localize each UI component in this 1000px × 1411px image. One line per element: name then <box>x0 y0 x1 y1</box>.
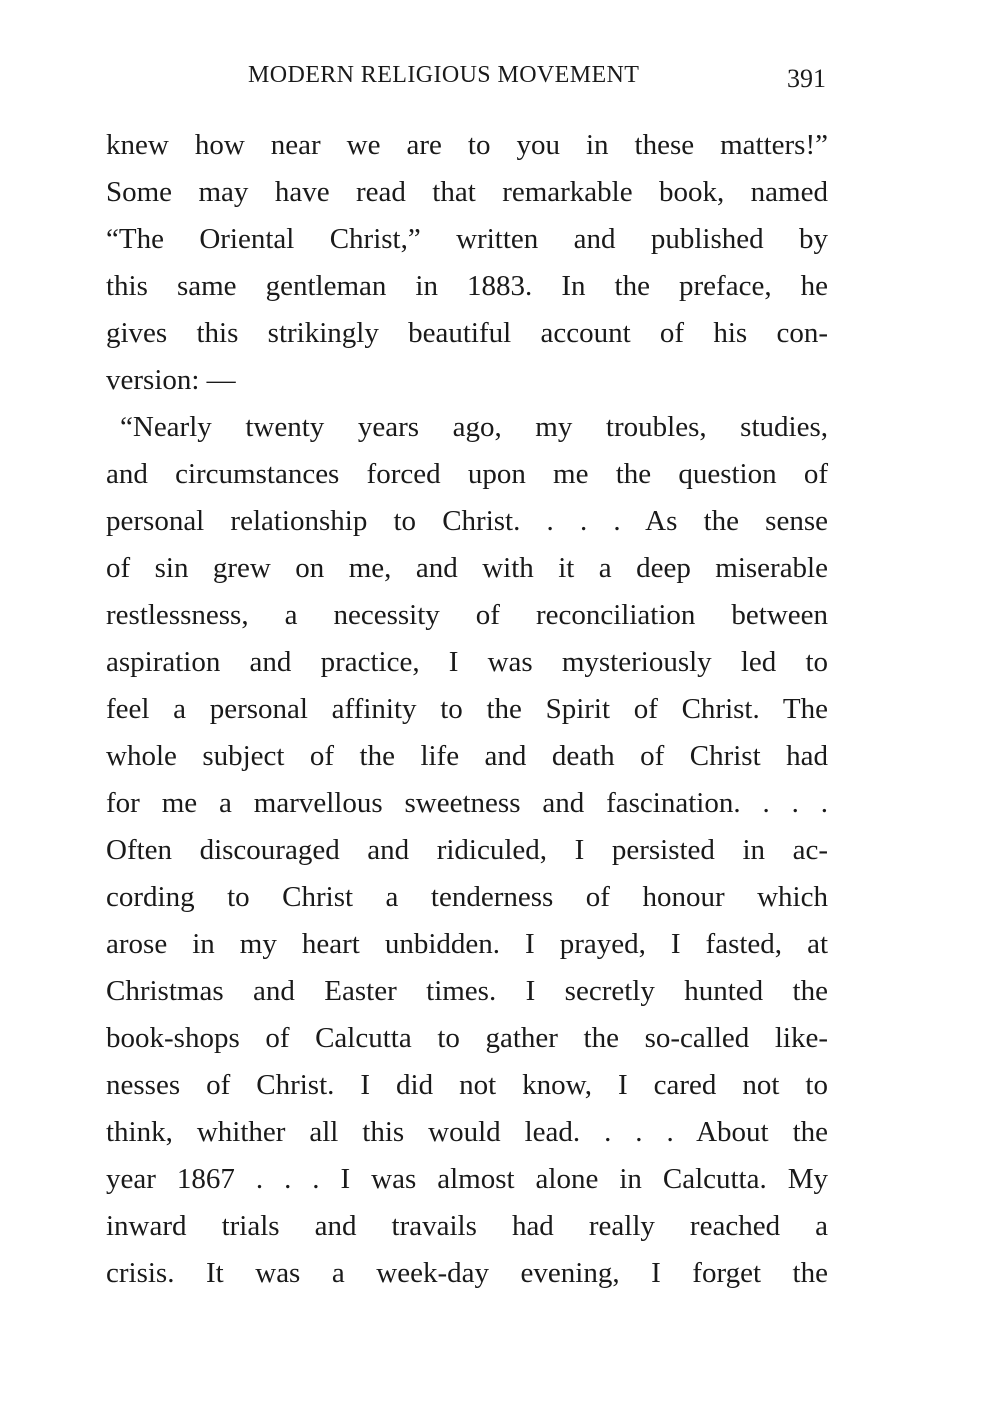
body-text <box>106 122 828 1297</box>
text-line: cording to Christ a tenderness of honour which <box>106 881 828 913</box>
running-title: MODERN RELIGIOUS MOVEMENT <box>248 62 640 88</box>
text-line: knew how near we are to you in these matters!” <box>106 129 828 161</box>
text-line: nesses of Christ. I did not know, I cared not to <box>106 1069 828 1101</box>
text-line: “Nearly twenty years ago, my troubles, studies, <box>120 411 828 443</box>
running-head <box>0 62 1000 98</box>
text-line: inward trials and travails had really reached a <box>106 1210 828 1242</box>
page-number: 391 <box>787 64 826 93</box>
text-line: this same gentleman in 1883. In the preface, he <box>106 270 828 302</box>
text-line: version: — <box>106 364 236 396</box>
text-line: Some may have read that remarkable book, named <box>106 176 828 208</box>
text-line: “The Oriental Christ,” written and published by <box>106 223 828 255</box>
text-line: aspiration and practice, I was mysteriously led to <box>106 646 828 678</box>
text-line: and circumstances forced upon me the question of <box>106 458 828 490</box>
text-line: whole subject of the life and death of Christ had <box>106 740 828 772</box>
text-line: think, whither all this would lead. . . . About the <box>106 1116 828 1148</box>
text-line: for me a marvellous sweetness and fascination. . . . <box>106 787 828 819</box>
text-line: arose in my heart unbidden. I prayed, I fasted, at <box>106 928 828 960</box>
text-line: of sin grew on me, and with it a deep miserable <box>106 552 828 584</box>
text-line: gives this strikingly beautiful account of his con- <box>106 317 828 349</box>
text-line: feel a personal affinity to the Spirit of Christ. The <box>106 693 828 725</box>
text-line: year 1867 . . . I was almost alone in Calcutta. My <box>106 1163 828 1195</box>
text-line: Often discouraged and ridiculed, I persisted in ac- <box>106 834 828 866</box>
text-line: personal relationship to Christ. . . . As the sense <box>106 505 828 537</box>
text-line: restlessness, a necessity of reconciliation between <box>106 599 828 631</box>
text-line: book-shops of Calcutta to gather the so-called like- <box>106 1022 828 1054</box>
text-line: crisis. It was a week-day evening, I forget the <box>106 1257 828 1289</box>
text-line: Christmas and Easter times. I secretly hunted the <box>106 975 828 1007</box>
